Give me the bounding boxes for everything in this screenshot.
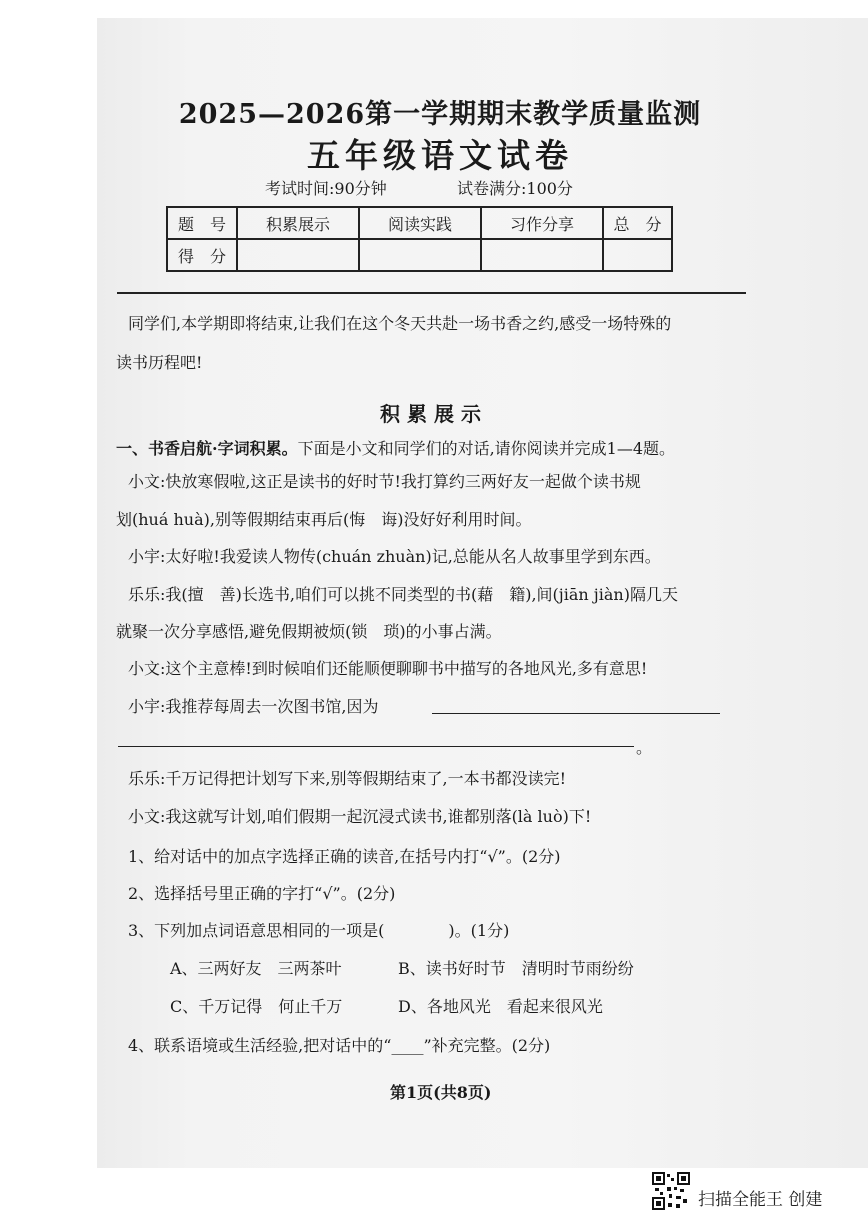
sub-question: 3、下列加点词语意思相同的一项是( )。(1分) xyxy=(128,921,510,940)
score-table-cell: 习作分享 xyxy=(481,207,603,239)
sub-question: 1、给对话中的加点字选择正确的读音,在括号内打“√”。(2分) xyxy=(128,847,561,866)
score-table-cell: 阅读实践 xyxy=(359,207,481,239)
dialog-line: 小宇:太好啦!我爱读人物传(chuán zhuàn)记,总能从名人故事里学到东西。 xyxy=(128,547,661,566)
sub-question: 4、联系语境或生活经验,把对话中的“____”补充完整。(2分) xyxy=(128,1036,551,1055)
dialog-line: 乐乐:千万记得把计划写下来,别等假期结束了,一本书都没读完! xyxy=(128,769,566,788)
section-title: 积累展示 xyxy=(380,402,488,426)
option-d[interactable]: D、各地风光 看起来很风光 xyxy=(398,997,603,1016)
score-table-score-row xyxy=(167,239,672,271)
question-1-instruction: 下面是小文和同学们的对话,请你阅读并完成1—4题。 xyxy=(297,439,676,458)
score-table-cell: 得 分 xyxy=(167,239,237,271)
score-table-header-row xyxy=(167,207,672,239)
answer-blank[interactable] xyxy=(118,746,634,747)
scanner-watermark: 扫描全能王 创建 xyxy=(698,1190,823,1210)
exam-subtitle: 五年级语文试卷 xyxy=(307,136,573,175)
dialog-line: 小宇:我推荐每周去一次图书馆,因为 xyxy=(128,697,379,716)
full-score: 试卷满分:100分 xyxy=(457,179,573,198)
exam-title: 2025—2026第一学期期末教学质量监测 xyxy=(178,99,702,130)
question-1-heading xyxy=(116,436,675,459)
score-table-cell: 题 号 xyxy=(167,207,237,239)
dialog-line: 小文:快放寒假啦,这正是读书的好时节!我打算约三两好友一起做个读书规 xyxy=(128,472,641,491)
intro-line: 读书历程吧! xyxy=(116,353,203,372)
answer-blank[interactable] xyxy=(432,713,720,714)
divider xyxy=(117,292,746,294)
dialog-line: 小文:这个主意棒!到时候咱们还能顺便聊聊书中描写的各地风光,多有意思! xyxy=(128,659,648,678)
dialog-line-end: 。 xyxy=(636,738,653,757)
score-input-cell[interactable] xyxy=(359,239,481,271)
intro-line: 同学们,本学期即将结束,让我们在这个冬天共赴一场书香之约,感受一场特殊的 xyxy=(128,314,672,333)
dialog-line: 小文:我这就写计划,咱们假期一起沉浸式读书,谁都别落(là luò)下! xyxy=(128,807,592,826)
option-a[interactable]: A、三两好友 三两茶叶 xyxy=(170,959,342,978)
exam-time: 考试时间:90分钟 xyxy=(265,179,387,198)
qr-code-icon xyxy=(652,1172,690,1210)
sub-question: 2、选择括号里正确的字打“√”。(2分) xyxy=(128,884,396,903)
score-input-cell[interactable] xyxy=(603,239,672,271)
score-input-cell[interactable] xyxy=(237,239,359,271)
dialog-line: 就聚一次分享感悟,避免假期被烦(锁 琐)的小事占满。 xyxy=(116,622,502,641)
score-table xyxy=(166,206,673,272)
score-input-cell[interactable] xyxy=(481,239,603,271)
dialog-line: 乐乐:我(擅 善)长选书,咱们可以挑不同类型的书(藉 籍),间(jiān jiàn)隔几天 xyxy=(128,585,678,604)
page-number: 第1页(共8页) xyxy=(390,1083,492,1102)
score-table-cell: 总 分 xyxy=(603,207,672,239)
dialog-line: 划(huá huà),别等假期结束再后(悔 诲)没好好利用时间。 xyxy=(116,510,532,529)
option-c[interactable]: C、千万记得 何止千万 xyxy=(170,997,343,1016)
score-table-cell: 积累展示 xyxy=(237,207,359,239)
option-b[interactable]: B、读书好时节 清明时节雨纷纷 xyxy=(398,959,634,978)
question-1-title: 一、书香启航·字词积累。 xyxy=(116,439,298,458)
